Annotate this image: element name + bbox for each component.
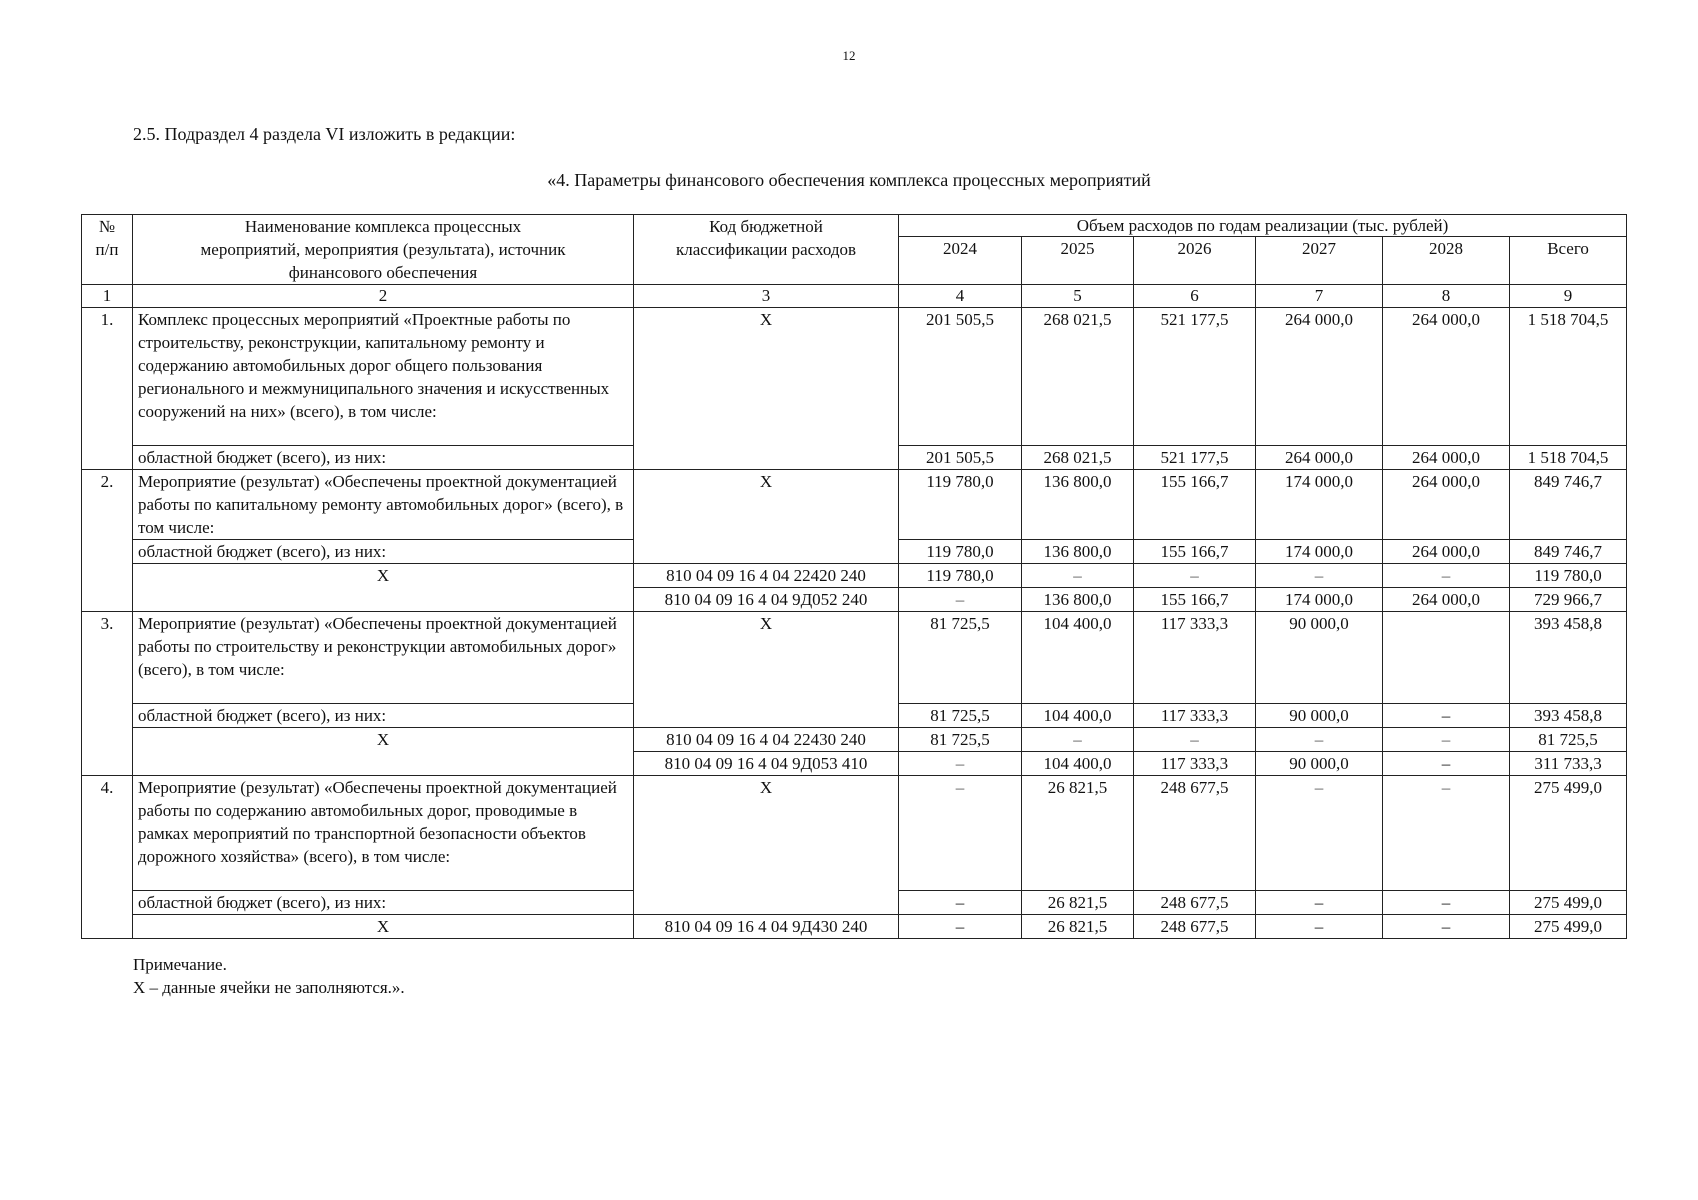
row-3-sub-label: Х [133,728,634,776]
row-3-code: Х [634,612,899,728]
row-4-sub-1-2027: – [1256,915,1383,939]
row-3-sub-1-2028: – [1383,728,1510,752]
row-3-budget-2027: 90 000,0 [1256,704,1383,728]
row-3-budget-2026: 117 333,3 [1134,704,1256,728]
row-3-budget-total: 393 458,8 [1510,704,1627,728]
row-1-total: 1 518 704,5 [1510,308,1627,446]
row-1-code: Х [634,308,899,470]
table-row-3-sub-1 [82,728,1627,752]
header-year-2024: 2024 [899,237,1022,285]
row-4-2024: – [899,776,1022,891]
row-2-budget-2025: 136 800,0 [1022,540,1134,564]
row-1-budget-total: 1 518 704,5 [1510,446,1627,470]
row-3-sub-1-2027: – [1256,728,1383,752]
row-2-sub-2-code: 810 04 09 16 4 04 9Д052 240 [634,588,899,612]
row-2-budget-2028: 264 000,0 [1383,540,1510,564]
row-3-budget-2024: 81 725,5 [899,704,1022,728]
row-1-no: 1. [82,308,133,470]
row-2-sub-2-2024: – [899,588,1022,612]
row-4-2025: 26 821,5 [1022,776,1134,891]
row-1-budget-2027: 264 000,0 [1256,446,1383,470]
colnum-4: 4 [899,285,1022,308]
row-1-name: Комплекс процессных мероприятий «Проектные работы по строительству, реконструкции, капитальному ремонту и содержанию автомобильных дорог общего пользования регионального и межмуниципального значения и искусственных сооружений на них» (всего), в том числе: [133,308,634,446]
row-3-budget-2028: – [1383,704,1510,728]
row-2-sub-1-2028: – [1383,564,1510,588]
colnum-1: 1 [82,285,133,308]
header-year-2026: 2026 [1134,237,1256,285]
table-row-4 [82,776,1627,891]
table-row-2-sub-1 [82,564,1627,588]
row-3-no: 3. [82,612,133,776]
row-3-sub-2-code: 810 04 09 16 4 04 9Д053 410 [634,752,899,776]
row-2-sub-1-2027: – [1256,564,1383,588]
row-1-2024: 201 505,5 [899,308,1022,446]
row-2-budget-total: 849 746,7 [1510,540,1627,564]
page-number: 12 [842,48,856,63]
row-3-sub-2-2024: – [899,752,1022,776]
row-4-budget-2028: – [1383,891,1510,915]
row-4-sub-1-2026: 248 677,5 [1134,915,1256,939]
row-4-sub-1-2025: 26 821,5 [1022,915,1134,939]
note-text: Х – данные ячейки не заполняются.». [133,978,405,997]
row-4-code: Х [634,776,899,915]
header-total: Всего [1510,237,1627,285]
colnum-8: 8 [1383,285,1510,308]
header-year-2025: 2025 [1022,237,1134,285]
row-4-budget-total: 275 499,0 [1510,891,1627,915]
header-code: Код бюджетной классификации расходов [634,215,899,285]
row-2-sub-1-code: 810 04 09 16 4 04 22420 240 [634,564,899,588]
row-2-2024: 119 780,0 [899,470,1022,540]
row-1-2025: 268 021,5 [1022,308,1134,446]
row-2-budget-2024: 119 780,0 [899,540,1022,564]
row-4-budget-2025: 26 821,5 [1022,891,1134,915]
header-row-1 [82,215,1627,237]
row-2-budget-2027: 174 000,0 [1256,540,1383,564]
row-2-sub-2-2028: 264 000,0 [1383,588,1510,612]
financing-table [81,214,1627,939]
row-3-2024: 81 725,5 [899,612,1022,704]
row-4-2027: – [1256,776,1383,891]
row-3-sub-1-2024: 81 725,5 [899,728,1022,752]
row-2-sub-1-2025: – [1022,564,1134,588]
header-name: Наименование комплекса процессных мероприятий, мероприятия (результата), источник финансового обеспечения [133,215,634,285]
row-3-sub-2-total: 311 733,3 [1510,752,1627,776]
row-2-2028: 264 000,0 [1383,470,1510,540]
row-3-budget-2025: 104 400,0 [1022,704,1134,728]
row-2-name: Мероприятие (результат) «Обеспечены проектной документацией работы по капитальному ремонту автомобильных дорог» (всего), в том числе: [133,470,634,540]
row-3-total: 393 458,8 [1510,612,1627,704]
row-1-2027: 264 000,0 [1256,308,1383,446]
colnum-9: 9 [1510,285,1627,308]
row-4-sub-1-2028: – [1383,915,1510,939]
header-year-2028: 2028 [1383,237,1510,285]
note-block [133,953,405,999]
row-4-sub-1-total: 275 499,0 [1510,915,1627,939]
row-2-total: 849 746,7 [1510,470,1627,540]
row-3-name: Мероприятие (результат) «Обеспечены проектной документацией работы по строительству и реконструкции автомобильных дорог» (всего), в том числе: [133,612,634,704]
row-2-2027: 174 000,0 [1256,470,1383,540]
row-3-sub-1-code: 810 04 09 16 4 04 22430 240 [634,728,899,752]
row-3-2026: 117 333,3 [1134,612,1256,704]
row-2-sub-2-2027: 174 000,0 [1256,588,1383,612]
row-2-sub-2-2026: 155 166,7 [1134,588,1256,612]
row-1-budget-2024: 201 505,5 [899,446,1022,470]
note-title: Примечание. [133,955,227,974]
row-1-2028: 264 000,0 [1383,308,1510,446]
row-4-total: 275 499,0 [1510,776,1627,891]
row-2-2026: 155 166,7 [1134,470,1256,540]
row-2-budget-label: областной бюджет (всего), из них: [133,540,634,564]
row-1-budget-2028: 264 000,0 [1383,446,1510,470]
row-2-code: Х [634,470,899,564]
colnum-6: 6 [1134,285,1256,308]
row-2-sub-1-2026: – [1134,564,1256,588]
row-2-2025: 136 800,0 [1022,470,1134,540]
colnum-3: 3 [634,285,899,308]
row-3-sub-1-2025: – [1022,728,1134,752]
row-1-budget-2026: 521 177,5 [1134,446,1256,470]
row-2-no: 2. [82,470,133,612]
row-3-2028 [1383,612,1510,704]
intro-paragraph: 2.5. Подраздел 4 раздела VI изложить в редакции: [133,124,516,144]
row-3-sub-1-total: 81 725,5 [1510,728,1627,752]
row-4-budget-2026: 248 677,5 [1134,891,1256,915]
row-2-sub-2-total: 729 966,7 [1510,588,1627,612]
row-4-no: 4. [82,776,133,939]
row-1-budget-2025: 268 021,5 [1022,446,1134,470]
colnum-7: 7 [1256,285,1383,308]
colnum-5: 5 [1022,285,1134,308]
column-numbers-row [82,285,1627,308]
row-4-2028: – [1383,776,1510,891]
row-3-2027: 90 000,0 [1256,612,1383,704]
row-3-sub-2-2026: 117 333,3 [1134,752,1256,776]
row-2-sub-1-2024: 119 780,0 [899,564,1022,588]
row-3-sub-2-2025: 104 400,0 [1022,752,1134,776]
header-volume: Объем расходов по годам реализации (тыс. рублей) [899,215,1627,237]
row-4-sub-label: Х [133,915,634,939]
row-1-2026: 521 177,5 [1134,308,1256,446]
header-no: № п/п [82,215,133,285]
row-3-sub-2-2028: – [1383,752,1510,776]
row-4-name: Мероприятие (результат) «Обеспечены проектной документацией работы по содержанию автомобильных дорог, проводимые в рамках мероприятий по транспортной безопасности объектов дорожного хозяйства» (всего), в том числе: [133,776,634,891]
table-row-4-sub-1 [82,915,1627,939]
row-4-2026: 248 677,5 [1134,776,1256,891]
row-3-2025: 104 400,0 [1022,612,1134,704]
table-row-2 [82,470,1627,540]
row-4-sub-1-2024: – [899,915,1022,939]
row-2-budget-2026: 155 166,7 [1134,540,1256,564]
colnum-2: 2 [133,285,634,308]
row-3-sub-2-2027: 90 000,0 [1256,752,1383,776]
table-row-1 [82,308,1627,446]
header-year-2027: 2027 [1256,237,1383,285]
row-3-budget-label: областной бюджет (всего), из них: [133,704,634,728]
row-4-budget-2027: – [1256,891,1383,915]
row-4-budget-label: областной бюджет (всего), из них: [133,891,634,915]
row-2-sub-2-2025: 136 800,0 [1022,588,1134,612]
row-4-sub-1-code: 810 04 09 16 4 04 9Д430 240 [634,915,899,939]
table-title: «4. Параметры финансового обеспечения комплекса процессных мероприятий [547,170,1151,190]
row-2-sub-label: Х [133,564,634,612]
row-1-budget-label: областной бюджет (всего), из них: [133,446,634,470]
row-2-sub-1-total: 119 780,0 [1510,564,1627,588]
row-3-sub-1-2026: – [1134,728,1256,752]
row-4-budget-2024: – [899,891,1022,915]
table-row-3 [82,612,1627,704]
